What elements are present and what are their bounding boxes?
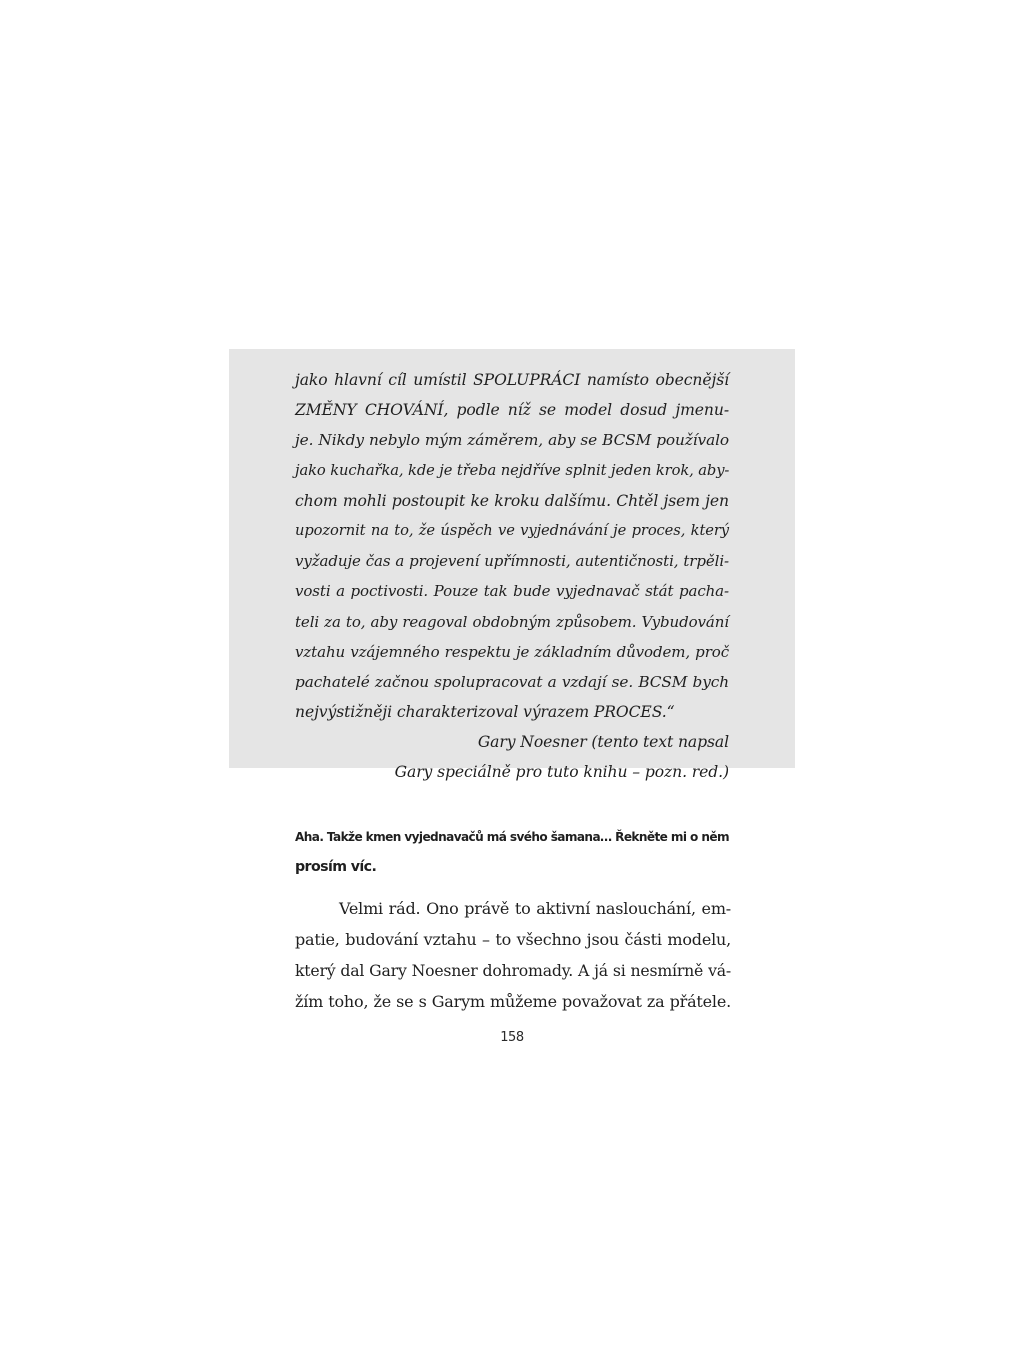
- quote-line: vosti a poctivosti. Pouze tak bude vyjednavač stát pacha-: [295, 582, 729, 601]
- quote-line: jako kuchařka, kde je třeba nejdříve splnit jeden krok, aby-: [295, 461, 730, 479]
- question-line: Aha. Takže kmen vyjednavačů má svého šamana… Řekněte mi o něm: [295, 830, 729, 844]
- quote-attribution: Gary speciálně pro tuto knihu – pozn. red.): [394, 763, 729, 782]
- answer-line: Velmi rád. Ono právě to aktivní naslouchání, em-: [339, 899, 731, 918]
- quote-line: je. Nikdy nebylo mým záměrem, aby se BCSM používalo: [295, 431, 729, 450]
- quote-line: upozornit na to, že úspěch ve vyjednávání je proces, který: [295, 521, 729, 539]
- quote-attribution: Gary Noesner (tento text napsal: [477, 733, 729, 752]
- question-line: prosím víc.: [295, 859, 377, 875]
- quote-line: vyžaduje čas a projevení upřímnosti, autentičnosti, trpěli-: [295, 552, 729, 571]
- quote-box: [229, 349, 795, 782]
- quote-line: chom mohli postoupit ke kroku dalšímu. Chtěl jsem jen: [295, 491, 729, 510]
- page-number: 158: [500, 1030, 524, 1045]
- interview-answer: [295, 893, 731, 1017]
- quote-text: [295, 365, 729, 788]
- quote-line: teli za to, aby reagoval obdobným způsobem. Vybudování: [295, 612, 729, 631]
- answer-line: patie, budování vztahu – to všechno jsou části modelu,: [295, 930, 731, 949]
- interview-question: [295, 822, 731, 882]
- quote-line: jako hlavní cíl umístil SPOLUPRÁCI namísto obecnější: [295, 371, 729, 389]
- quote-line: nejvýstižněji charakterizoval výrazem PROCES.“: [295, 703, 675, 722]
- quote-line: vztahu vzájemného respektu je základním důvodem, proč: [295, 642, 729, 661]
- answer-line: který dal Gary Noesner dohromady. A já si nesmírně vá-: [295, 961, 731, 980]
- answer-line: žím toho, že se s Garym můžeme považovat za přátele.: [295, 992, 731, 1011]
- quote-line: ZMĚNY CHOVÁNÍ, podle níž se model dosud jmenu-: [295, 401, 729, 420]
- quote-line: pachatelé začnou spolupracovat a vzdají se. BCSM bych: [295, 672, 729, 691]
